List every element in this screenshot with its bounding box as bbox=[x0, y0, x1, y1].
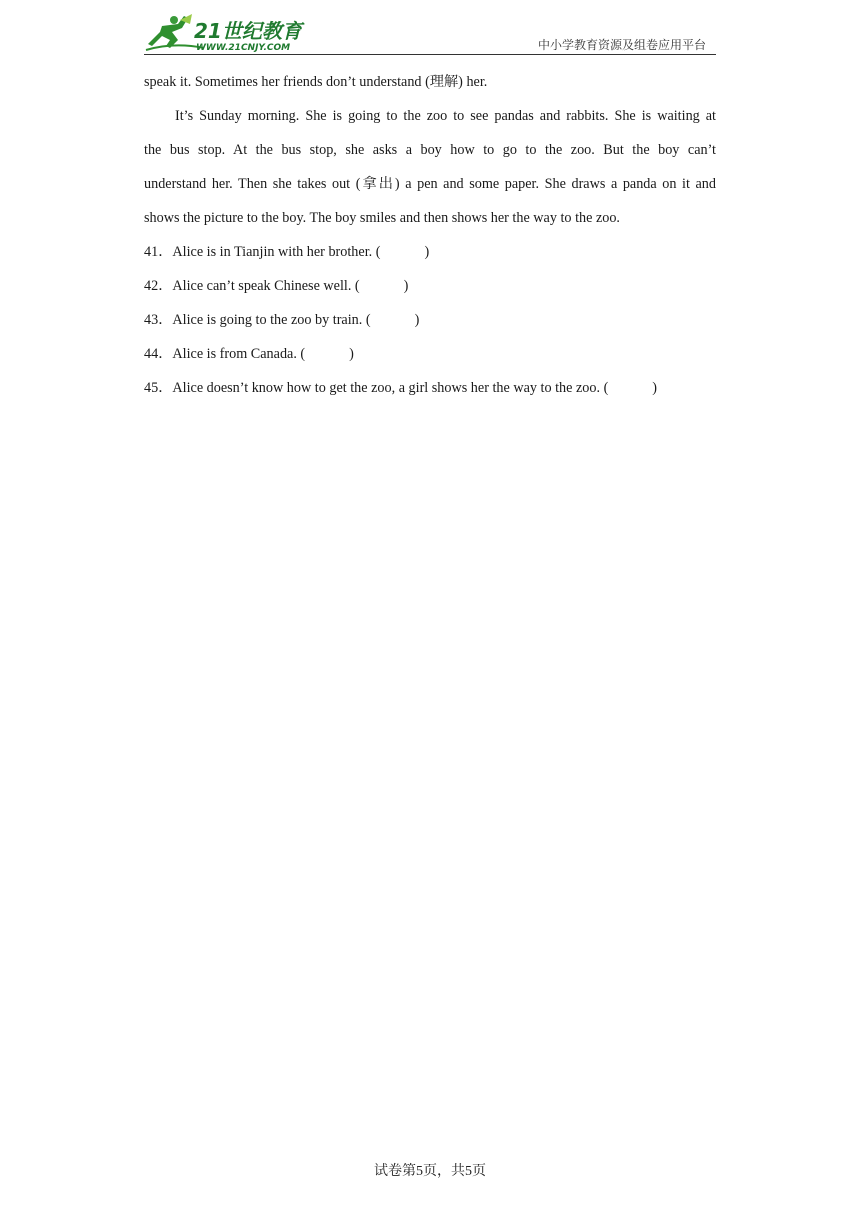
page-header bbox=[144, 12, 716, 56]
answer-blank[interactable] bbox=[380, 240, 424, 274]
question-number: 44． bbox=[144, 346, 173, 362]
question-close: ) bbox=[403, 278, 409, 294]
passage-line: the bus stop. At the bus stop, she asks a boy how to go to the zoo. But the boy can’t bbox=[144, 142, 716, 158]
question-close: ) bbox=[349, 346, 354, 362]
passage-line: It’s Sunday morning. She is going to the zoo to see pandas and rabbits. She is waiting at bbox=[175, 108, 716, 124]
question-number: 45． bbox=[144, 380, 173, 396]
page-footer: 试卷第5页，共5页 bbox=[374, 1164, 486, 1179]
question-item bbox=[144, 308, 716, 342]
question-text: Alice is from Canada. ( bbox=[172, 346, 306, 362]
question-number: 41． bbox=[144, 244, 173, 260]
question-close: ) bbox=[414, 312, 420, 328]
answer-blank[interactable] bbox=[371, 308, 415, 342]
answer-blank[interactable] bbox=[608, 376, 652, 410]
platform-name: 中小学教育资源及组卷应用平台 bbox=[537, 38, 706, 52]
question-text: Alice is going to the zoo by train. ( bbox=[172, 312, 371, 328]
question-item bbox=[144, 274, 716, 308]
question-item bbox=[144, 342, 716, 376]
question-close: ) bbox=[652, 380, 658, 396]
logo bbox=[144, 12, 314, 54]
answer-blank[interactable] bbox=[305, 342, 349, 376]
passage-line: understand her. Then she takes out (拿出) a pen and some paper. She draws a panda on it and bbox=[144, 176, 716, 192]
question-number: 43． bbox=[144, 312, 173, 328]
answer-blank[interactable] bbox=[360, 274, 404, 308]
question-number: 42． bbox=[144, 278, 173, 294]
passage-line: speak it. Sometimes her friends don’t understand (理解) her. bbox=[144, 74, 488, 90]
logo-runner-icon bbox=[144, 12, 314, 54]
question-text: Alice can’t speak Chinese well. ( bbox=[172, 278, 360, 294]
passage-line: shows the picture to the boy. The boy smiles and then shows her the way to the zoo. bbox=[144, 210, 620, 226]
question-item bbox=[144, 240, 716, 274]
header-divider bbox=[144, 54, 716, 55]
svg-text:21世纪教育: 21世纪教育 bbox=[194, 19, 302, 43]
svg-text:WWW.21CNJY.COM: WWW.21CNJY.COM bbox=[196, 43, 291, 53]
question-item bbox=[144, 376, 716, 410]
reading-section bbox=[144, 70, 716, 410]
question-close: ) bbox=[424, 244, 430, 260]
question-text: Alice is in Tianjin with her brother. ( bbox=[172, 244, 381, 260]
question-text: Alice doesn’t know how to get the zoo, a girl shows her the way to the zoo. ( bbox=[172, 380, 609, 396]
